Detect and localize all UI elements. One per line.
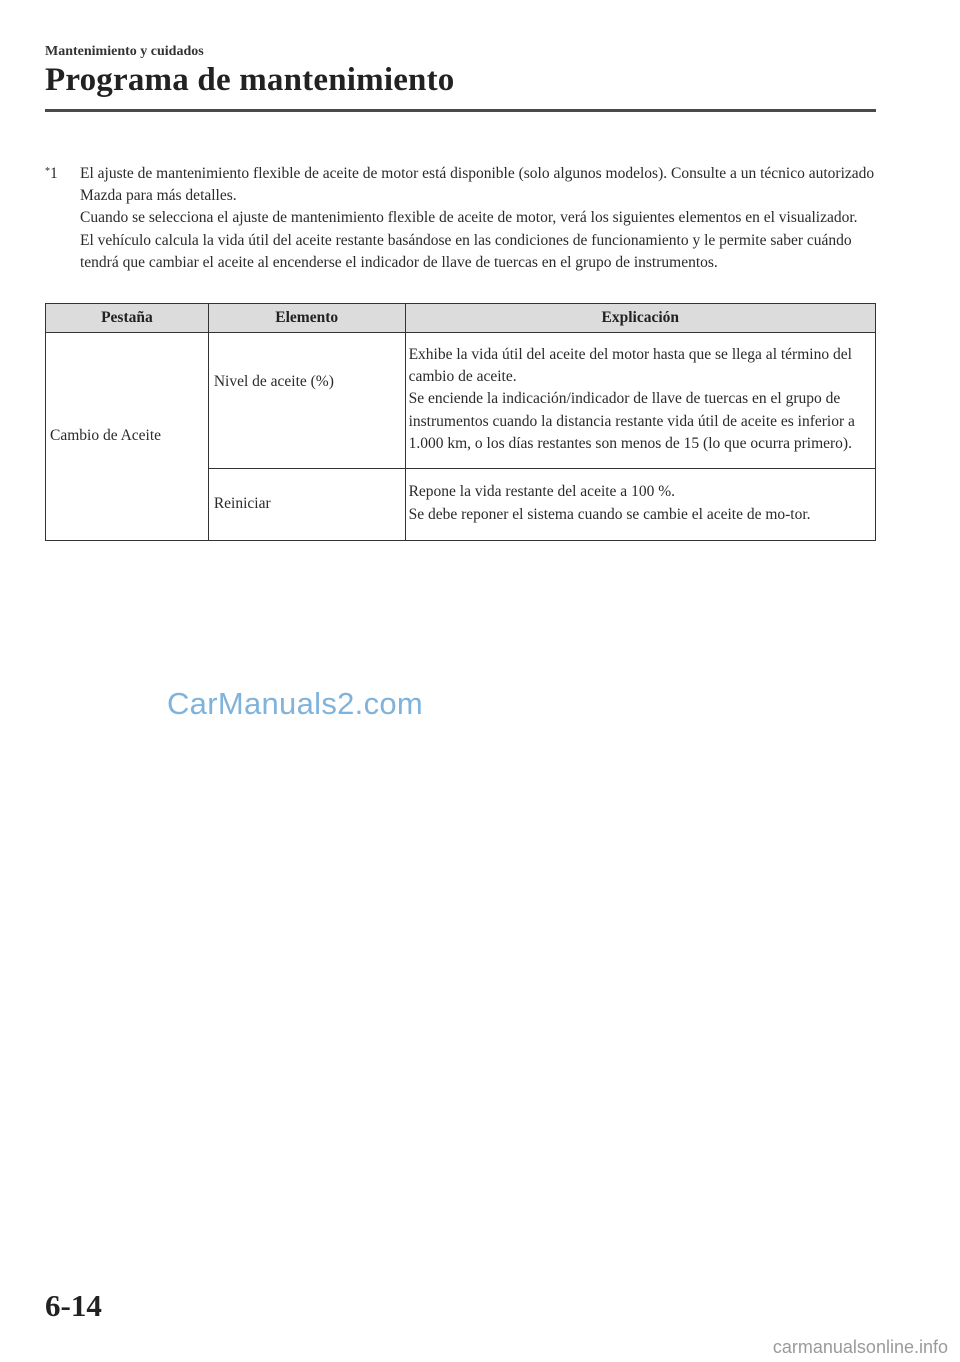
footnote-number: 1 <box>50 165 58 182</box>
element-cell: Reiniciar <box>208 469 405 541</box>
explanation-line: Se enciende la indicación/indicador de llave de tuercas en el grupo de instrumentos cuando la distancia restante vida útil de aceite es inferior a 1.000 km, o los días restantes son menos de 15 (lo que ocurra primero). <box>408 390 855 452</box>
tab-cell: Cambio de Aceite <box>46 333 209 541</box>
oil-maintenance-table <box>45 303 876 541</box>
element-cell: Nivel de aceite (%) <box>208 333 405 469</box>
section-label: Mantenimiento y cuidados <box>45 44 204 59</box>
page-number: 6-14 <box>45 1288 102 1323</box>
header-explanation: Explicación <box>405 304 875 333</box>
footer-site-link[interactable]: carmanualsonline.info <box>772 1337 948 1357</box>
table-header-row <box>46 304 876 333</box>
explanation-line: Repone la vida restante del aceite a 100 %. <box>408 483 675 501</box>
header-tab: Pestaña <box>46 304 209 333</box>
header-element: Elemento <box>208 304 405 333</box>
footnote-paragraph: El ajuste de mantenimiento flexible de aceite de motor está disponible (solo algunos modelos). Consulte a un técnico autorizado Mazda para más detalles. <box>80 165 875 205</box>
footnote-marker <box>45 163 58 185</box>
explanation-cell <box>405 469 875 541</box>
footnote-asterisk: * <box>45 166 50 177</box>
footnote <box>45 163 875 274</box>
page-title: Programa de mantenimiento <box>45 62 455 98</box>
footnote-paragraph: Cuando se selecciona el ajuste de mantenimiento flexible de aceite de motor, verá los siguientes elementos en el visualizador. El vehículo calcula la vida útil del aceite restante basándose en las condiciones de funcionamiento y le permite saber cuándo tendrá que cambiar el aceite al encenderse el indicador de llave de tuercas en el grupo de instrumentos. <box>80 209 858 271</box>
title-rule <box>45 109 876 112</box>
explanation-cell <box>405 333 875 469</box>
footnote-body <box>80 163 875 274</box>
watermark-logo: CarManuals2.com <box>167 686 424 721</box>
explanation-line: Exhibe la vida útil del aceite del motor hasta que se llega al término del cambio de aceite. <box>408 345 852 386</box>
table-row <box>46 333 876 469</box>
explanation-line: Se debe reponer el sistema cuando se cambie el aceite de mo-tor. <box>408 505 811 523</box>
